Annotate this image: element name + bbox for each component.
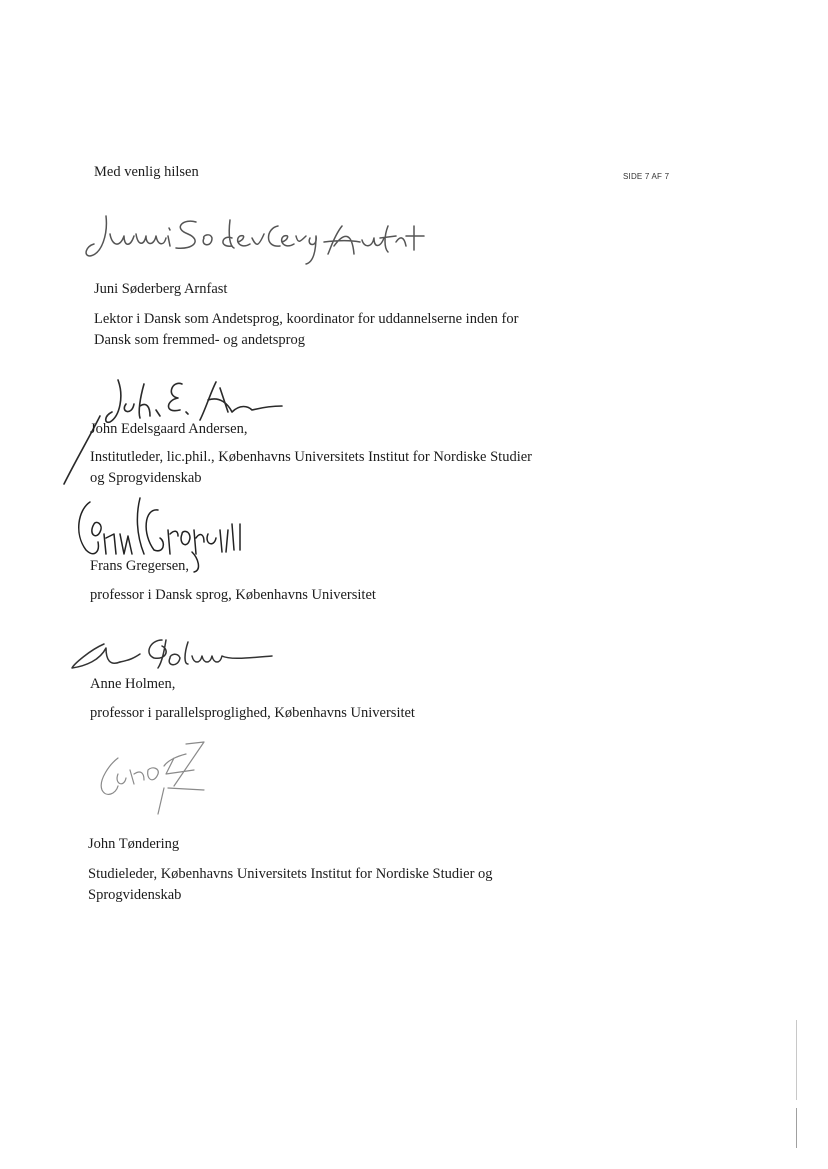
scan-artifact xyxy=(796,1020,797,1100)
signatory-title-line: Lektor i Dansk som Andetsprog, koordinator for uddannelserne inden for xyxy=(94,311,519,327)
signatory-title-line: og Sprogvidenskab xyxy=(90,470,202,486)
signature-holmen xyxy=(70,636,276,676)
page-number: SIDE 7 AF 7 xyxy=(623,172,670,181)
signatory-title-line: Dansk som fremmed- og andetsprog xyxy=(94,332,306,348)
signatory-name: John Tøndering xyxy=(88,836,180,852)
signatory-name: John Edelsgaard Andersen, xyxy=(90,421,248,437)
signatory-title-line: professor i Dansk sprog, Københavns Universitet xyxy=(90,587,376,603)
signatory-title-line: Sprogvidenskab xyxy=(88,887,182,903)
signatory-name: Frans Gregersen, xyxy=(90,558,190,574)
signature-arnfast xyxy=(84,206,434,268)
signatory-title-line: Studieleder, Københavns Universitets Institut for Nordiske Studier og xyxy=(88,866,493,882)
signatory-name: Juni Søderberg Arnfast xyxy=(94,281,228,297)
signatory-title-line: Institutleder, lic.phil., Københavns Universitets Institut for Nordiske Studier xyxy=(90,449,533,465)
signature-tondering xyxy=(94,740,214,820)
scan-artifact xyxy=(796,1108,797,1148)
closing-greeting: Med venlig hilsen xyxy=(94,164,199,180)
signatory-name: Anne Holmen, xyxy=(90,676,176,692)
signatory-title-line: professor i parallelsproglighed, Københavns Universitet xyxy=(90,705,415,721)
